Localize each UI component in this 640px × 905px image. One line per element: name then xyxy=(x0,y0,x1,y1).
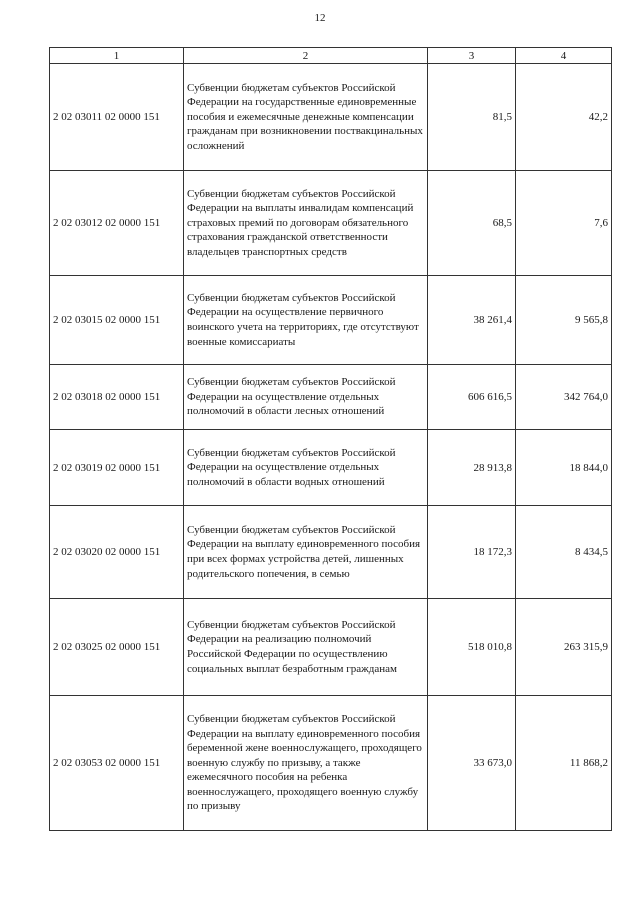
budget-code: 2 02 03053 02 0000 151 xyxy=(50,696,184,831)
amount-col4: 342 764,0 xyxy=(516,365,612,430)
subvention-description: Субвенции бюджетам субъектов Российской Федерации на реализацию полномочий Российской Федерации по осуществлению социальных выплат безработным гражданам xyxy=(184,599,428,696)
table-row xyxy=(50,430,612,506)
amount-col3: 81,5 xyxy=(428,64,516,171)
budget-code: 2 02 03019 02 0000 151 xyxy=(50,430,184,506)
column-header-2: 2 xyxy=(184,48,428,64)
table-header-row xyxy=(50,48,612,64)
amount-col3: 518 010,8 xyxy=(428,599,516,696)
table-row xyxy=(50,276,612,365)
subvention-description: Субвенции бюджетам субъектов Российской Федерации на осуществление первичного воинского учета на территориях, где отсутствуют военные комиссариаты xyxy=(184,276,428,365)
amount-col4: 7,6 xyxy=(516,171,612,276)
budget-code: 2 02 03011 02 0000 151 xyxy=(50,64,184,171)
amount-col3: 606 616,5 xyxy=(428,365,516,430)
table-row xyxy=(50,64,612,171)
subvention-description: Субвенции бюджетам субъектов Российской Федерации на выплату единовременного пособия беременной жене военнослужащего, проходящего военную службу по призыву, а также ежемесячного пособия на ребенка военнослужащего, проходящего военную службу по призыву xyxy=(184,696,428,831)
amount-col4: 9 565,8 xyxy=(516,276,612,365)
table-row xyxy=(50,696,612,831)
amount-col3: 38 261,4 xyxy=(428,276,516,365)
amount-col3: 33 673,0 xyxy=(428,696,516,831)
subvention-description: Субвенции бюджетам субъектов Российской Федерации на выплату единовременного пособия при всех формах устройства детей, лишенных родительского попечения, в семью xyxy=(184,506,428,599)
budget-code: 2 02 03015 02 0000 151 xyxy=(50,276,184,365)
amount-col4: 263 315,9 xyxy=(516,599,612,696)
table-row xyxy=(50,599,612,696)
budget-code: 2 02 03012 02 0000 151 xyxy=(50,171,184,276)
amount-col4: 11 868,2 xyxy=(516,696,612,831)
amount-col4: 8 434,5 xyxy=(516,506,612,599)
subvention-description: Субвенции бюджетам субъектов Российской Федерации на осуществление отдельных полномочий в области лесных отношений xyxy=(184,365,428,430)
amount-col3: 28 913,8 xyxy=(428,430,516,506)
column-header-3: 3 xyxy=(428,48,516,64)
subvention-description: Субвенции бюджетам субъектов Российской Федерации на осуществление отдельных полномочий в области водных отношений xyxy=(184,430,428,506)
budget-code: 2 02 03025 02 0000 151 xyxy=(50,599,184,696)
subvention-description: Субвенции бюджетам субъектов Российской Федерации на государственные единовременные пособия и ежемесячные денежные компенсации гражданам при возникновении поствакцинальных осложнений xyxy=(184,64,428,171)
table-row xyxy=(50,171,612,276)
amount-col4: 42,2 xyxy=(516,64,612,171)
column-header-4: 4 xyxy=(516,48,612,64)
budget-code: 2 02 03020 02 0000 151 xyxy=(50,506,184,599)
subventions-table xyxy=(49,47,612,831)
budget-code: 2 02 03018 02 0000 151 xyxy=(50,365,184,430)
page-number: 12 xyxy=(314,12,326,24)
column-header-1: 1 xyxy=(50,48,184,64)
amount-col3: 68,5 xyxy=(428,171,516,276)
table-row xyxy=(50,365,612,430)
amount-col3: 18 172,3 xyxy=(428,506,516,599)
amount-col4: 18 844,0 xyxy=(516,430,612,506)
table-row xyxy=(50,506,612,599)
subvention-description: Субвенции бюджетам субъектов Российской Федерации на выплаты инвалидам компенсаций страховых премий по договорам обязательного страхования гражданской ответственности владельцев транспортных средств xyxy=(184,171,428,276)
